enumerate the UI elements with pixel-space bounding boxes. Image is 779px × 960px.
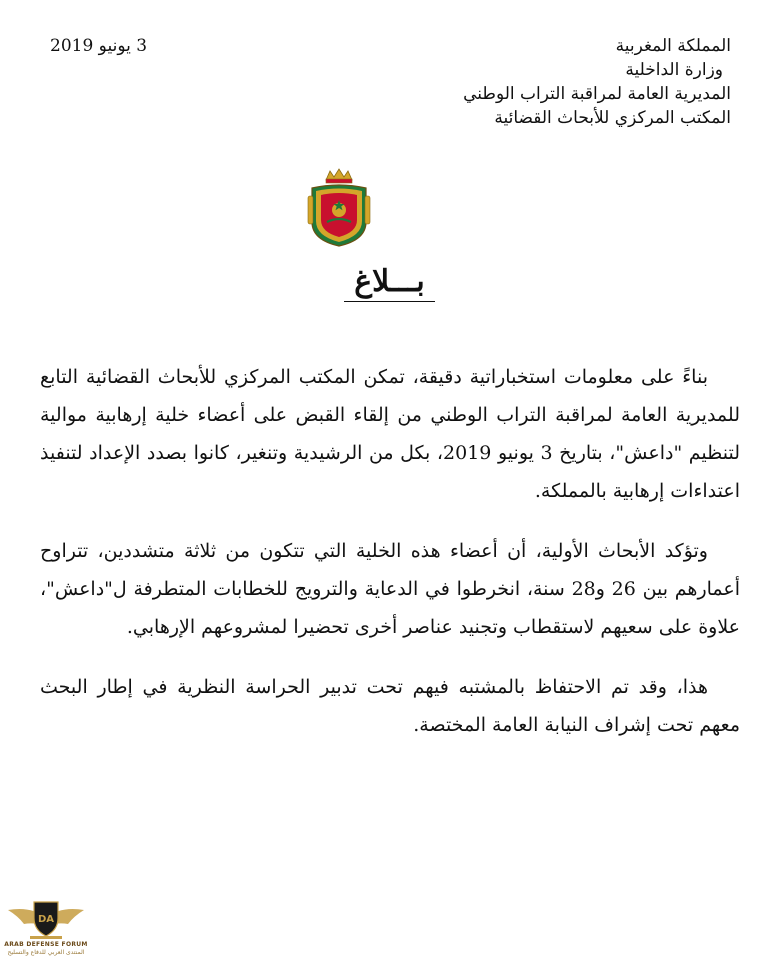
forum-watermark-tagline: المنتدى العربي للدفاع والتسليح bbox=[7, 949, 85, 956]
letterhead-directorate: المديرية العامة لمراقبة التراب الوطني bbox=[463, 84, 731, 104]
forum-watermark-name: ARAB DEFENSE FORUM bbox=[4, 941, 88, 948]
paragraph-2: وتؤكد الأبحاث الأولية، أن أعضاء هذه الخلية التي تتكون من ثلاثة متشددين، تتراوح أعمارهم بين 26 و28 سنة، انخرطوا في الدعاية والترويج للخطابات المتطرفة ل"داعش"، علاوة على سعيهم لاستقطاب وتجنيد عناصر أخرى تحضيرا لمشروعهم الإرهابي. bbox=[40, 540, 741, 638]
document-title bbox=[0, 264, 779, 302]
svg-text:DA: DA bbox=[37, 914, 55, 925]
document-body bbox=[40, 358, 740, 766]
paragraph-1: بناءً على معلومات استخباراتية دقيقة، تمكن المكتب المركزي للأبحاث القضائية التابع للمديرية العامة لمراقبة التراب الوطني من إلقاء القبض على أعضاء خلية إرهابية موالية لتنظيم "داعش"، بتاريخ 3 يونيو 2019، بكل من الرشيدية وتنغير، كانوا بصدد الإعداد لتنفيذ اعتداءات إرهابية بالمملكة. bbox=[40, 366, 740, 502]
letterhead-kingdom: المملكة المغربية bbox=[615, 36, 731, 56]
letterhead-ministry: وزارة الداخلية bbox=[625, 60, 723, 80]
document-title-text: بـــلاغ bbox=[344, 264, 435, 302]
letterhead-bureau: المكتب المركزي للأبحاث القضائية bbox=[494, 108, 731, 128]
royal-coat-of-arms-icon bbox=[304, 166, 374, 248]
document-date: 3 يونيو 2019 bbox=[50, 36, 148, 56]
paragraph-3: هذا، وقد تم الاحتفاظ بالمشتبه فيهم تحت تدبير الحراسة النظرية في إطار البحث معهم تحت إشراف النيابة العامة المختصة. bbox=[40, 676, 740, 736]
letterhead bbox=[463, 34, 731, 130]
